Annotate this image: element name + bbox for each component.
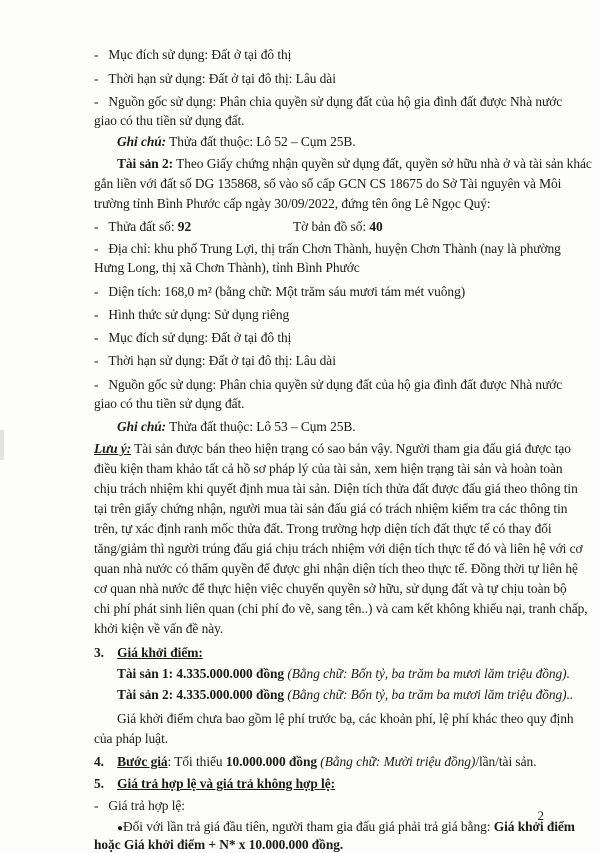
asset1-note: Ghi chú: Thửa đất thuộc: Lô 52 – Cụm 25B. [117,134,356,149]
section5-valid-label: - Giá trả hợp lệ: [94,798,185,813]
section3-heading: 3. Giá khởi điểm: [94,645,203,660]
section4-bid-step: 4. Bước giá: Tối thiểu 10.000.000 đồng (Bằng chữ: Mười triệu đồng)/lần/tài sản. [94,754,537,769]
asset1-origin-line1: - Nguồn gốc sử dụng: Phân chia quyền sử dụng đất của hộ gia đình đất được Nhà nước [94,94,563,109]
section3-note-line1: Giá khởi điểm chưa bao gồm lệ phí trước bạ, các khoản phí, lệ phí khác theo quy định [117,711,574,726]
notice-line4: tại trên giấy chứng nhận, người mua tài sản đấu giá có trách nhiệm kiểm tra các thông tin [94,501,568,516]
notice-line1: Lưu ý: Tài sản được bán theo hiện trạng có sao bán vậy. Người tham gia đấu giá được tạo [94,441,571,456]
section3-asset2-price: Tài sản 2: 4.335.000.000 đồng (Bằng chữ: Bốn tỷ, ba trăm ba mươi lăm triệu đồng).. [117,687,574,702]
page-number: 2 [537,808,544,823]
asset1-purpose: - Mục đích sử dụng: Đất ở tại đô thị [94,47,292,62]
notice-line10: khởi kiện về vấn đề này. [94,621,224,636]
asset2-address-line1: - Địa chỉ: khu phố Trung Lợi, thị trấn Chơn Thành, huyện Chơn Thành (nay là phường [94,241,561,256]
notice-line2: điều kiện tham khảo tất cả hồ sơ pháp lý của tài sản, xem hiện trạng tài sản và hoàn toàn [94,461,563,476]
notice-line6: tăng/giảm thì người trúng đấu giá chịu trách nhiệm với diện tích thực tế đó và liên hệ với cơ [94,541,583,556]
asset2-note: Ghi chú: Thửa đất thuộc: Lô 53 – Cụm 25B. [117,419,356,434]
notice-line9: chi phí phát sinh liên quan (chi phí đo vẽ, sang tên..) và cam kết không khiếu nại, tranh chấp, [94,601,588,616]
section3-note-line2: của pháp luật. [94,731,169,746]
asset2-purpose: - Mục đích sử dụng: Đất ở tại đô thị [94,330,292,345]
asset2-address-line2: Hưng Long, thị xã Chơn Thành), tỉnh Bình Phước [94,260,360,275]
asset2-intro-line2: gắn liền với đất số DG 135868, số vào sổ cấp GCN CS 18675 do Sở Tài nguyên và Môi [94,176,562,191]
section3-asset1-price: Tài sản 1: 4.335.000.000 đồng (Bằng chữ: Bốn tỷ, ba trăm ba mươi lăm triệu đồng). [117,666,570,681]
asset1-origin-line2: giao có thu tiền sử dụng đất. [94,113,245,128]
asset2-map: Tờ bản đồ số: 40 [293,219,383,234]
scan-artifact [0,430,4,460]
asset2-parcel: - Thửa đất số: 92 [94,219,192,234]
section5-first-bid-line2: hoặc Giá khởi điểm + N* x 10.000.000 đồng. [94,837,344,852]
asset2-origin-line1: - Nguồn gốc sử dụng: Phân chia quyền sử dụng đất của hộ gia đình đất được Nhà nước [94,377,563,392]
asset2-origin-line2: giao có thu tiền sử dụng đất. [94,396,245,411]
asset1-term: - Thời hạn sử dụng: Đất ở tại đô thị: Lâu dài [94,71,336,86]
notice-line5: trên, tự xác định ranh mốc thửa đất. Trong trường hợp diện tích đất thực tế có thay đổi [94,521,552,536]
notice-line7: quan nhà nước có thẩm quyền để được ghi nhận diện tích theo thực tế. Đồng thời tự liên hệ [94,561,578,576]
asset2-term: - Thời hạn sử dụng: Đất ở tại đô thị: Lâu dài [94,353,336,368]
asset2-intro-line3: trường tỉnh Bình Phước cấp ngày 30/09/2022, đứng tên ông Lê Ngọc Quý: [94,196,491,211]
asset2-area: - Diện tích: 168,0 m² (bằng chữ: Một trăm sáu mươi tám mét vuông) [94,284,466,299]
asset2-form: - Hình thức sử dụng: Sử dụng riêng [94,307,290,322]
asset2-intro-line1: Tài sản 2: Theo Giấy chứng nhận quyền sử dụng đất, quyền sở hữu nhà ở và tài sản khác [117,156,592,171]
section5-first-bid-line1: ●Đối với lần trả giá đầu tiên, người tham gia đấu giá phải trả giá bằng: Giá khởi điểm [117,819,575,834]
notice-line3: chịu trách nhiệm khi quyết định mua tài sản. Diện tích thửa đất được đấu giá theo thông tin [94,481,578,496]
section5-heading: 5. Giá trả hợp lệ và giá trả không hợp lệ: [94,776,336,791]
notice-line8: cơ quan nhà nước để thực hiện việc chuyển quyền sở hữu, sử dụng đất và tự chịu toàn bộ [94,581,567,596]
